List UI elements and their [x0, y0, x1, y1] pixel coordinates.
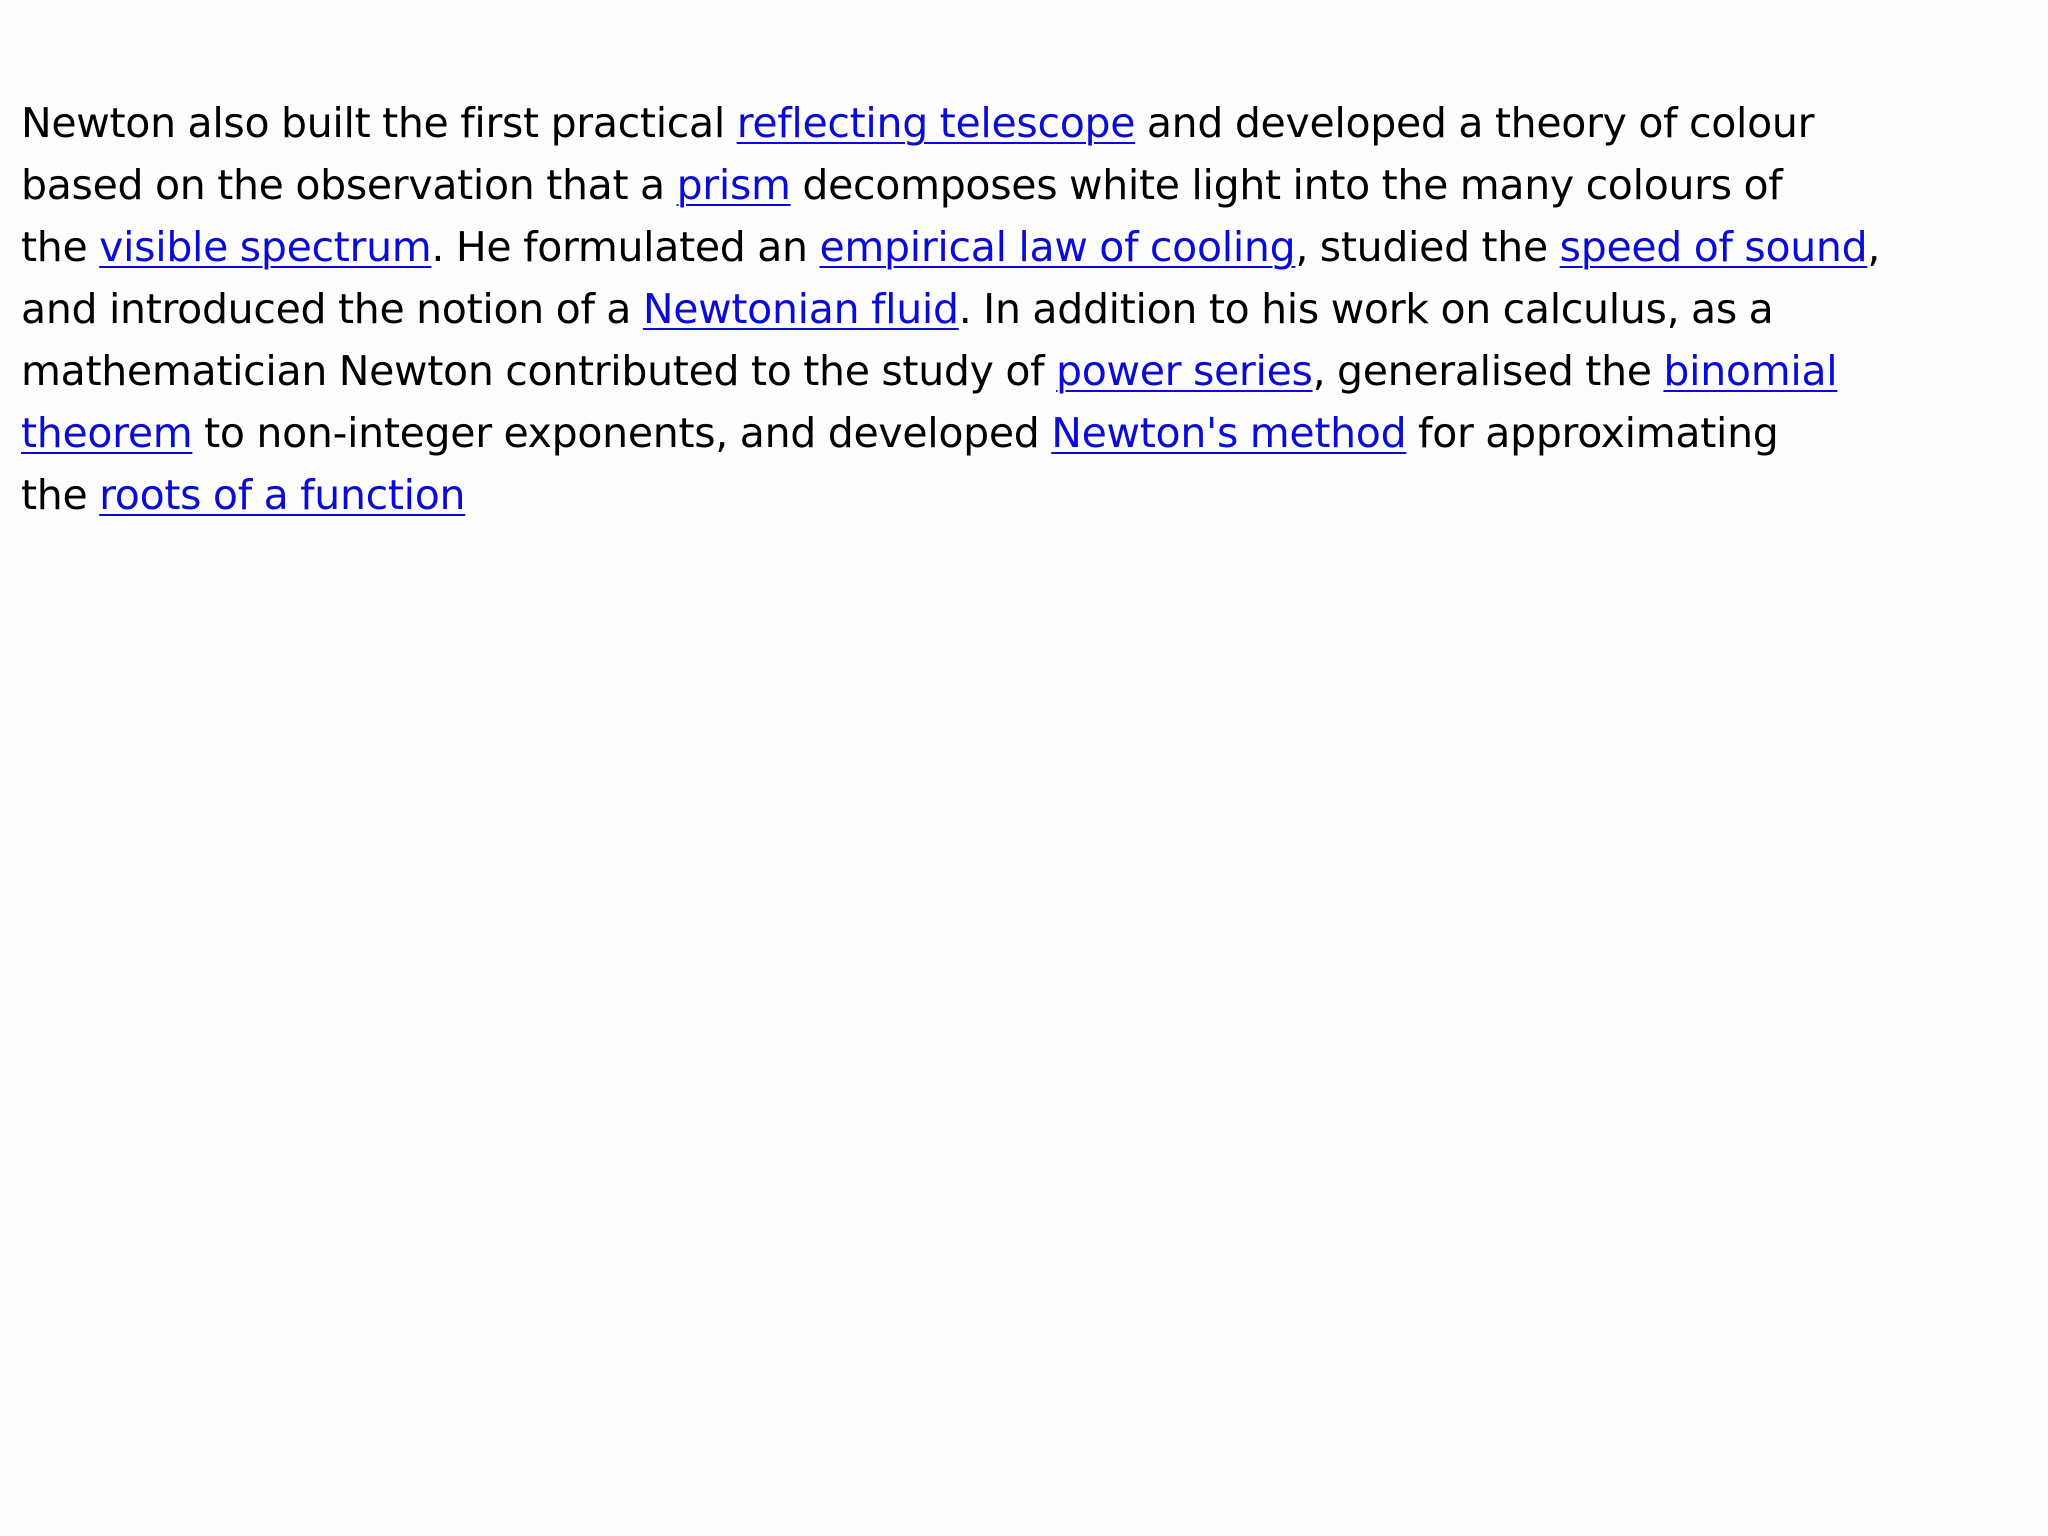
text: decomposes white light into the many colours of — [790, 161, 1783, 209]
text: mathematician Newton contributed to the study of — [21, 347, 1056, 395]
link-newtons-method[interactable]: Newton's method — [1051, 409, 1407, 457]
paragraph-line — [0, 464, 2000, 526]
text: for approximating — [1406, 409, 1779, 457]
paragraph-line — [0, 278, 2000, 340]
paragraph-line — [0, 340, 2000, 402]
paragraph-line — [0, 216, 2000, 278]
text: the — [21, 223, 100, 271]
text: Newton also built the first practical — [21, 99, 737, 147]
link-binomial-theorem[interactable]: binomial — [1663, 347, 1838, 395]
link-newtonian-fluid[interactable]: Newtonian fluid — [642, 285, 959, 333]
text: . He formulated an — [431, 223, 820, 271]
paragraph-line — [0, 402, 2000, 464]
link-prism[interactable]: prism — [676, 161, 791, 209]
text: , generalised the — [1312, 347, 1664, 395]
paragraph-line — [0, 92, 2000, 154]
text: and introduced the notion of a — [21, 285, 643, 333]
link-roots-of-a-function[interactable]: roots of a function — [99, 471, 466, 519]
link-reflecting-telescope[interactable]: reflecting telescope — [736, 99, 1136, 147]
paragraph — [0, 92, 2000, 526]
text: based on the observation that a — [21, 161, 677, 209]
link-visible-spectrum[interactable]: visible spectrum — [99, 223, 432, 271]
text: the — [21, 471, 100, 519]
link-binomial-theorem[interactable]: theorem — [21, 409, 193, 457]
paragraph-line — [0, 154, 2000, 216]
text: , — [1867, 223, 1881, 271]
link-speed-of-sound[interactable]: speed of sound — [1559, 223, 1868, 271]
link-empirical-law-of-cooling[interactable]: empirical law of cooling — [819, 223, 1296, 271]
text: and developed a theory of colour — [1135, 99, 1815, 147]
text: . In addition to his work on calculus, as a — [958, 285, 1774, 333]
text: , studied the — [1295, 223, 1560, 271]
link-power-series[interactable]: power series — [1055, 347, 1313, 395]
text: to non-integer exponents, and developed — [192, 409, 1052, 457]
